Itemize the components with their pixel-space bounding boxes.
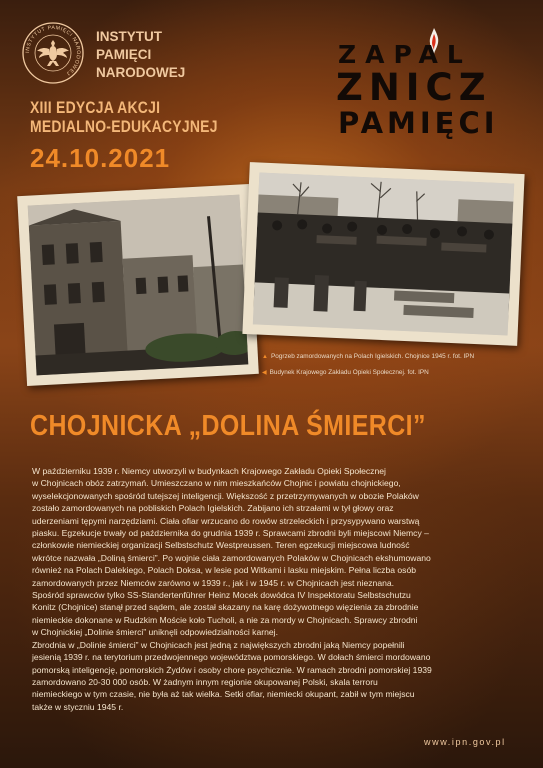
- ipn-eagle-seal-icon: [22, 22, 84, 84]
- article-line: jesienią 1939 r. na terytorium przedwojennego województwa pomorskiego. W dołach śmierci mordowano: [32, 652, 431, 663]
- article-line: zostało zamordowanych na pobliskich Polach Igielskich. Zabijano ich strzałami w tył głowy oraz: [32, 503, 394, 514]
- article-line: niemieckiego w tym czasie, nie była aż tak wielka. Setki ofiar, niemiecki okupant, zabił w tym miejscu: [32, 689, 415, 700]
- photo-captions: [262, 349, 474, 381]
- website-link[interactable]: www.ipn.gov.pl: [424, 737, 506, 747]
- campaign-word-pamieci: PAMIĘCI: [338, 106, 499, 140]
- event-date: 24.10.2021: [30, 143, 171, 173]
- seal-ring-text: INSTYTUT PAMIĘCI NARODOWEJ: [24, 24, 82, 77]
- article-line: uderzeniami tępymi narzędziami. Ciała ofiar wrzucano do rowów strzeleckich i przysypywano warstwą: [32, 515, 420, 526]
- funeral-photo-image: [253, 173, 514, 336]
- article-line: także w styczniu 1945 r.: [32, 701, 124, 712]
- article-line: pomorską inteligencję, pomorskich Żydów i osoby chore psychicznie. W ramach zbrodni pomorskiej 1939: [32, 664, 432, 675]
- campaign-logo: [330, 28, 530, 140]
- article-line: w Chojnickiej „Dolinie śmierci” uniknęli odpowiedzialności karnej.: [32, 627, 278, 638]
- article-line: Spośród sprawców tylko SS-Standertenführer Heinz Mocek dowódca IV Inspektoratu Selbstschutzu: [32, 590, 411, 601]
- article-line: wkrótce nazwała „Doliną śmierci”. Po wojnie ciała zamordowanych Polaków w Chojnicach ekshumowano: [32, 552, 431, 563]
- building-photo-image: [28, 195, 249, 376]
- caption-text: Budynek Krajowego Zakładu Opieki Społecznej. fot. IPN: [269, 369, 429, 376]
- article-line: Zbrodnia w „Dolinie śmierci” w Chojnicach jest jedną z największych zbrodni jaką Niemcy popełnili: [32, 639, 405, 650]
- institute-name-line: PAMIĘCI: [96, 47, 152, 62]
- article-line: Konitz (Chojnice) stanął przed sądem, ale został skazany na karę dożywotnego więzienia za zbrodnie: [32, 602, 419, 613]
- edition-heading: [30, 98, 218, 136]
- triangle-up-icon: ▲: [262, 354, 268, 360]
- photo-building: [17, 184, 259, 386]
- article-line: piasku. Egzekucje trwały od października do grudnia 1939 r. Sprawcami zbrodni byli miejscowi Niemcy –: [32, 528, 429, 539]
- institute-name: [96, 28, 185, 82]
- triangle-left-icon: ◀: [262, 370, 267, 376]
- campaign-word-zapal: ZAPAL: [338, 40, 472, 69]
- article-body: [32, 465, 520, 713]
- caption-text: Pogrzeb zamordowanych na Polach Igielskich. Chojnice 1945 r. fot. IPN: [270, 353, 475, 360]
- institute-name-line: INSTYTUT: [96, 29, 162, 44]
- institute-name-line: NARODOWEJ: [96, 65, 186, 80]
- photo-funeral: [242, 162, 524, 346]
- article-title: CHOJNICKA „DOLINA ŚMIERCI”: [30, 410, 426, 442]
- article-line: również na Polach Dalekiego, Polach Doksa, w lesie pod Witkami i lasku miejskim. Pełna liczba osób: [32, 565, 417, 576]
- article-line: wyselekcjonowanych spośród tutejszej inteligencji. Większość z przetrzymywanych w obozie Polaków: [32, 490, 419, 501]
- article-line: w Chojnicach obóz zatrzymań. Umieszczano w nim mieszkańców Chojnic i powiatu chojnickiego,: [32, 478, 401, 489]
- article-line: członkowie niemieckiej organizacji Selbstschutz Westpreussen. Teren egzekucji miejscowa ludność: [32, 540, 410, 551]
- article-line: W październiku 1939 r. Niemcy utworzyli w budynkach Krajowego Zakładu Opieki Społecznej: [32, 466, 386, 476]
- edition-line: XIII EDYCJA AKCJI: [30, 98, 161, 117]
- article-line: zamordowanych przez Niemców zarówno w 1939 r., jak i w 1945 r. w Chojnicach jest nieznana.: [32, 577, 395, 588]
- photo-caption: [262, 365, 474, 381]
- article-line: zamordowano 20-30 000 osób. W żadnym innym regionie okupowanej Polski, skala terroru: [32, 676, 378, 687]
- article-line: niemieckie dokonane w Rudzkim Moście koło Tucholi, a nie za mordy w Chojnicach. Sprawcy zbrodni: [32, 614, 418, 625]
- edition-line: MEDIALNO-EDUKACYJNEJ: [30, 117, 218, 136]
- campaign-word-znicz: ZNICZ: [336, 66, 492, 109]
- photo-caption: [262, 349, 474, 365]
